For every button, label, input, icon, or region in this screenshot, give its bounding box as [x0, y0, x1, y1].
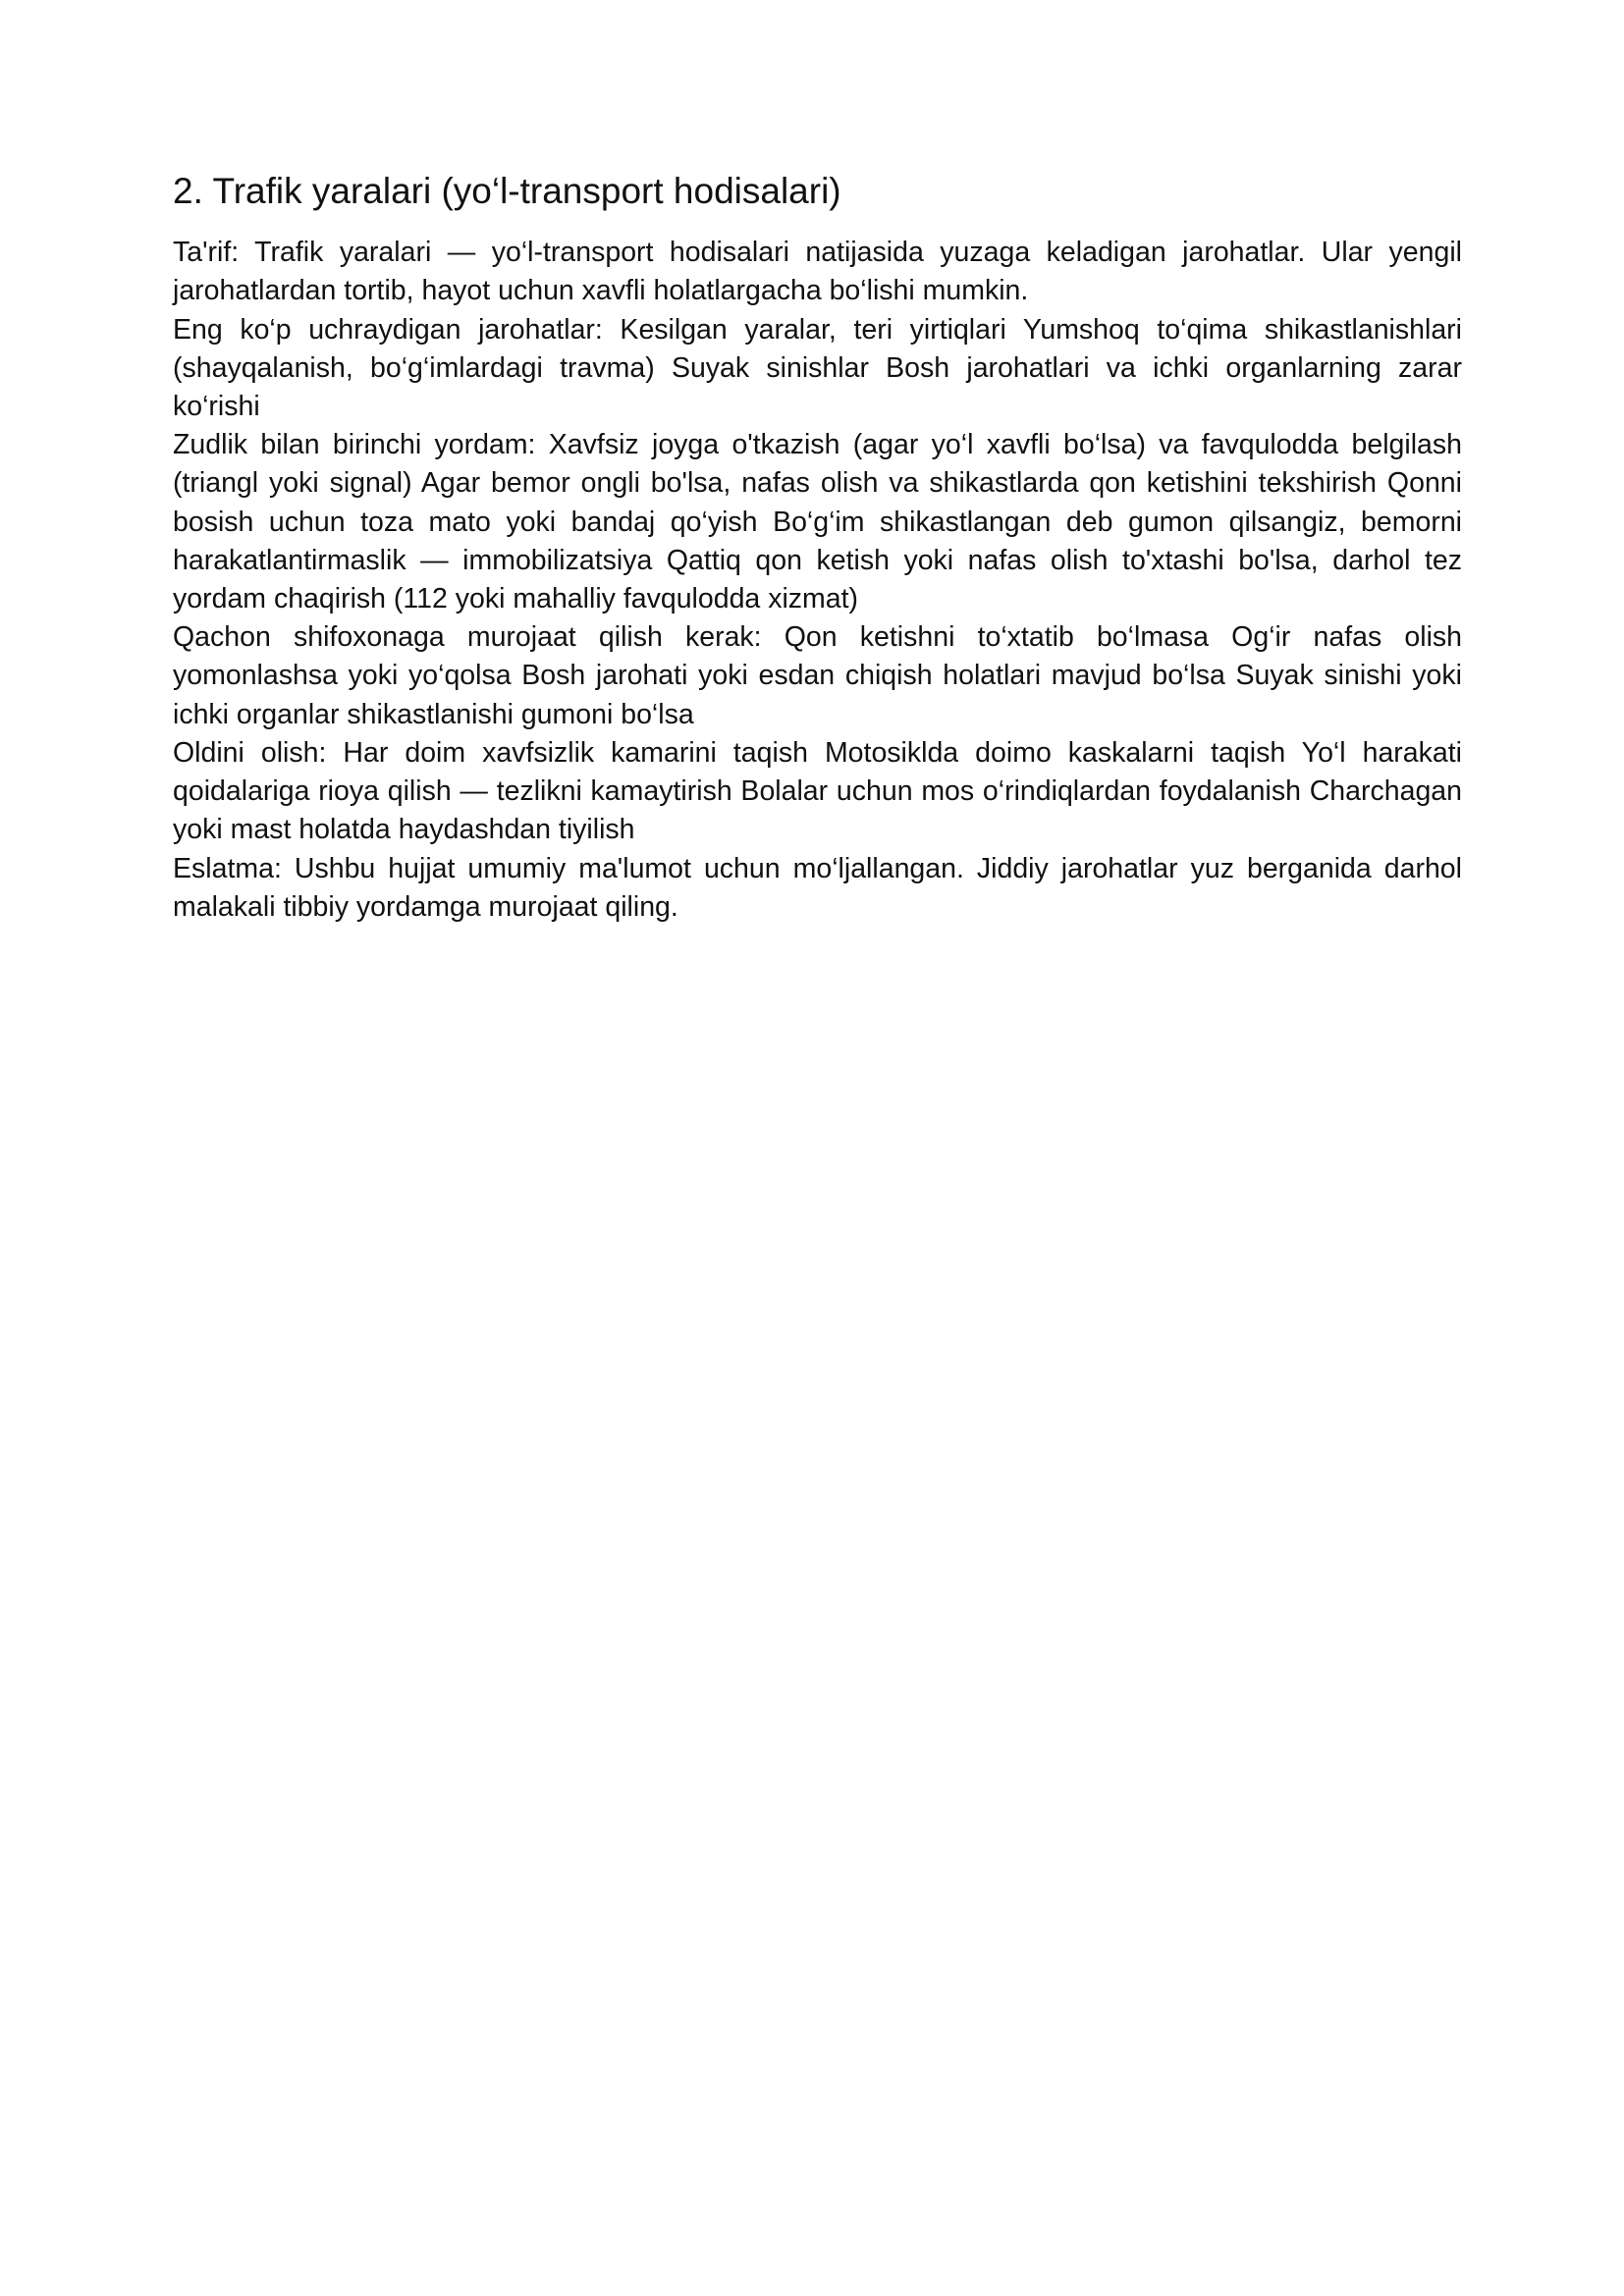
document-body	[173, 169, 1462, 927]
paragraph-when-to-go-hospital: Qachon shifoxonaga murojaat qilish kerak: Qon ketishni to‘xtatib bo‘lmasa Og‘ir nafas olish yomonlashsa yoki yo‘qolsa Bosh jarohati yoki esdan chiqish holatlari mavjud bo‘lsa Suyak sinishi yoki ichki organlar shikastlanishi gumoni bo‘lsa	[173, 621, 1462, 730]
paragraph-common-injuries: Eng ko‘p uchraydigan jarohatlar: Kesilgan yaralar, teri yirtiqlari Yumshoq to‘qima shikastlanishlari (shayqalanish, bo‘g‘imlardagi travma) Suyak sinishlar Bosh jarohatlari va ichki organlarning zarar ko‘rishi	[173, 313, 1462, 423]
paragraph-prevention: Oldini olish: Har doim xavfsizlik kamarini taqish Motosiklda doimo kaskalarni taqish Yo‘l harakati qoidalariga rioya qilish — tezlikni kamaytirish Bolalar uchun mos o‘rindiqlardan foydalanish Charchagan yoki mast holatda haydashdan tiyilish	[173, 736, 1462, 846]
paragraph-note: Eslatma: Ushbu hujjat umumiy ma'lumot uchun mo‘ljallangan. Jiddiy jarohatlar yuz berganida darhol malakali tibbiy yordamga murojaat qiling.	[173, 852, 1462, 923]
paragraph-first-aid: Zudlik bilan birinchi yordam: Xavfsiz joyga o'tkazish (agar yo‘l xavfli bo‘lsa) va favqulodda belgilash (triangl yoki signal) Agar bemor ongli bo'lsa, nafas olish va shikastlarda qon ketishini tekshirish Qonni bosish uchun toza mato yoki bandaj qo‘yish Bo‘g‘im shikastlangan deb gumon qilsangiz, bemorni harakatlantirmaslik — immobilizatsiya Qattiq qon ketish yoki nafas olish to'xtashi bo'lsa, darhol tez yordam chaqirish (112 yoki mahalliy favqulodda xizmat)	[173, 429, 1462, 615]
paragraph-definition: Ta'rif: Trafik yaralari — yo‘l-transport hodisalari natijasida yuzaga keladigan jarohatlar. Ular yengil jarohatlardan tortib, hayot uchun xavfli holatlargacha bo‘lishi mumkin.	[173, 237, 1462, 307]
page-title: 2. Trafik yaralari (yo‘l-transport hodisalari)	[173, 171, 841, 211]
